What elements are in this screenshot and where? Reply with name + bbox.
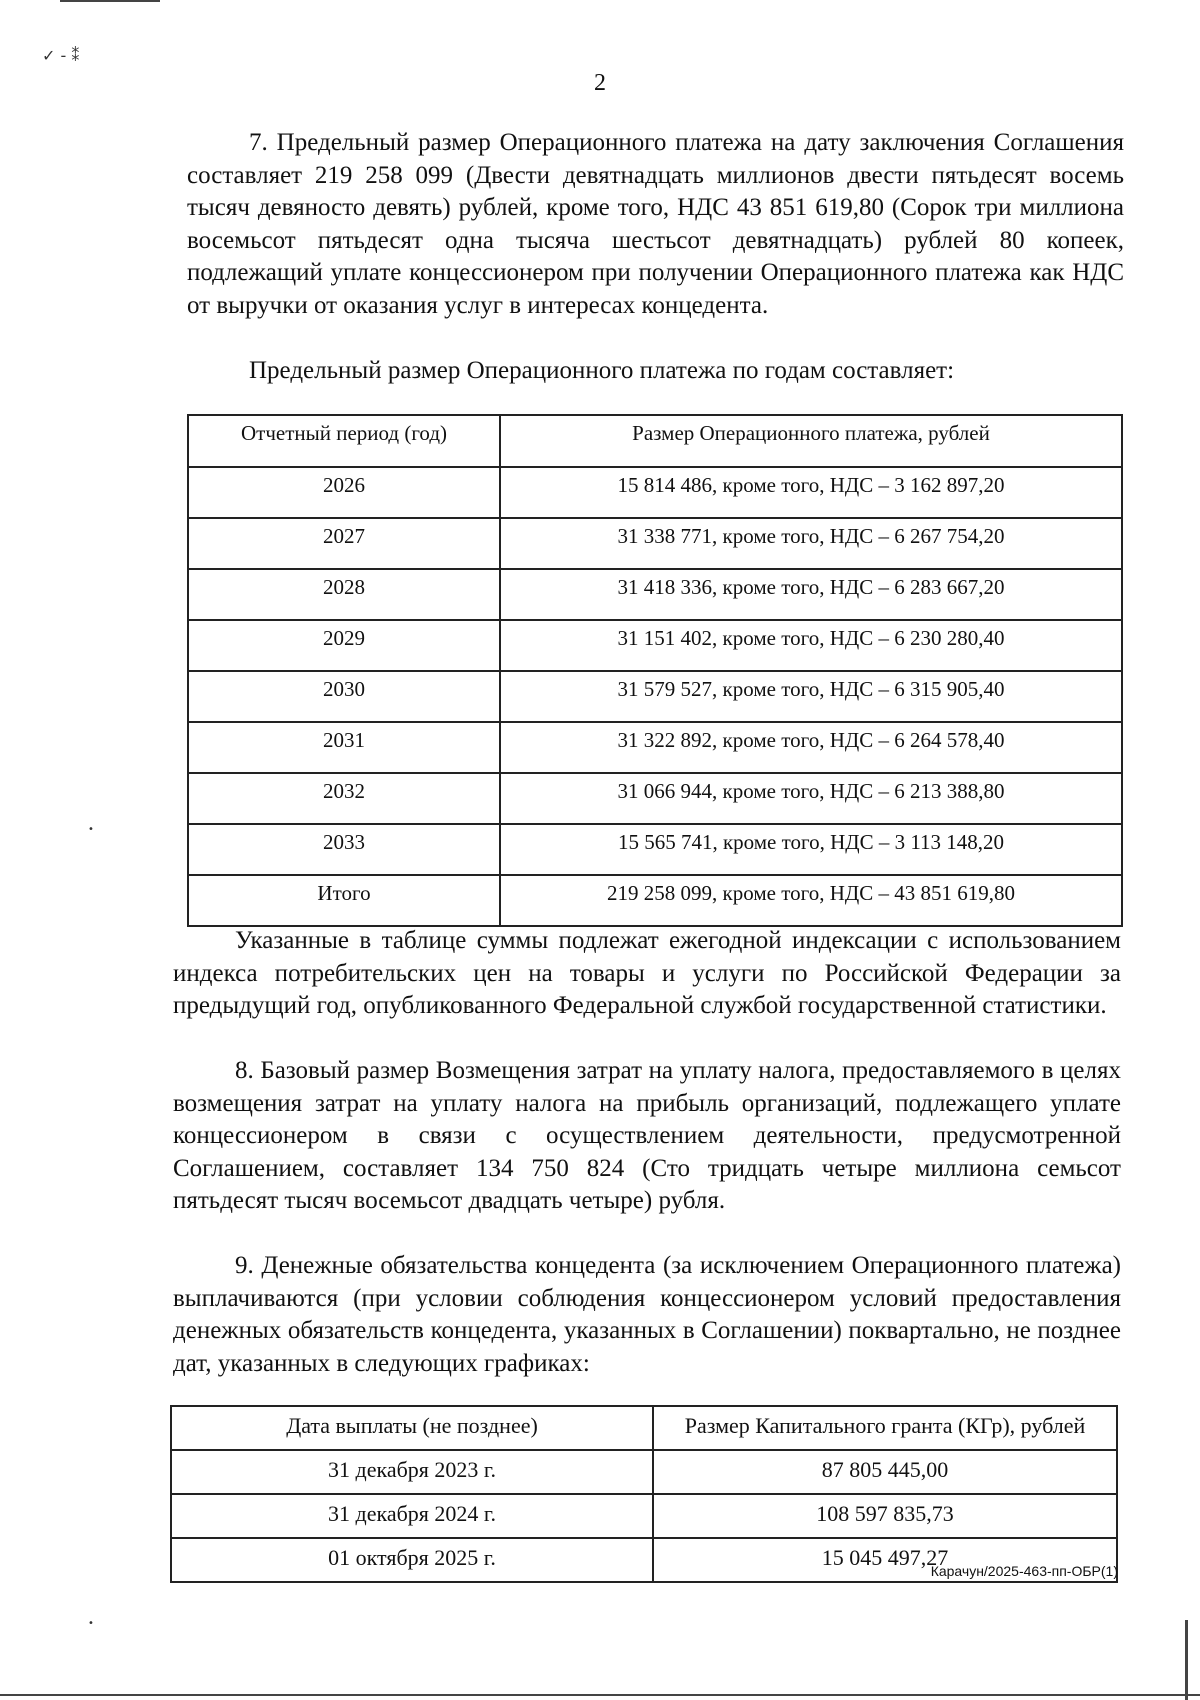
table-row	[171, 1494, 1117, 1538]
period-cell: 2028	[188, 569, 500, 620]
amount-cell: 31 322 892, кроме того, НДС – 6 264 578,40	[500, 722, 1122, 773]
page-number: 2	[594, 70, 606, 96]
amount-cell: 31 066 944, кроме того, НДС – 6 213 388,80	[500, 773, 1122, 824]
table-row	[188, 569, 1122, 620]
paragraph-indexation: Указанные в таблице суммы подлежат ежегодной индексации с использованием индекса потребительских цен на товары и услуги по Российской Федерации за предыдущий год, опубликованного Федеральной службой государственной статистики.	[173, 927, 1121, 1019]
table-row	[188, 824, 1122, 875]
table-total-row	[188, 875, 1122, 926]
table-row	[188, 671, 1122, 722]
column-header-date: Дата выплаты (не позднее)	[171, 1406, 653, 1450]
scan-dot: •	[88, 824, 94, 835]
scan-top-edge	[60, 0, 160, 2]
scan-bottom-edge	[0, 1694, 1200, 1696]
period-cell: 2030	[188, 671, 500, 722]
period-cell: 2032	[188, 773, 500, 824]
period-cell: Итого	[188, 875, 500, 926]
column-header-period: Отчетный период (год)	[188, 415, 500, 467]
paragraph-9: 9. Денежные обязательства концедента (за исключением Операционного платежа) выплачиваются (при условии соблюдения концессионером условий предоставления денежных обязательств концедента, указанных в Соглашении) поквартально, не позднее дат, указанных в следующих графиках:	[173, 1252, 1121, 1377]
amount-cell: 31 579 527, кроме того, НДС – 6 315 905,40	[500, 671, 1122, 722]
period-cell: 2029	[188, 620, 500, 671]
column-header-amount: Размер Операционного платежа, рублей	[500, 415, 1122, 467]
table-row	[188, 518, 1122, 569]
period-cell: 2026	[188, 467, 500, 518]
paragraph-7: 7. Предельный размер Операционного платежа на дату заключения Соглашения составляет 219 258 099 (Двести девятнадцать миллионов двести пятьдесят восемь тысяч девяносто девять) рублей, кроме того, НДС 43 851 619,80 (Сорок три миллиона восемьсот пятьдесят одна тысяча шестьсот девятнадцать) рублей 80 копеек, подлежащий уплате концессионером при получении Операционного платежа как НДС от выручки от оказания услуг в интересах концедента.	[187, 129, 1124, 319]
column-header-grant: Размер Капитального гранта (КГр), рублей	[653, 1406, 1117, 1450]
amount-cell: 31 418 336, кроме того, НДС – 6 283 667,20	[500, 569, 1122, 620]
grant-amount-cell: 87 805 445,00	[653, 1450, 1117, 1494]
table-row	[188, 467, 1122, 518]
amount-cell: 31 151 402, кроме того, НДС – 6 230 280,40	[500, 620, 1122, 671]
table-row	[171, 1450, 1117, 1494]
grant-amount-cell: 108 597 835,73	[653, 1494, 1117, 1538]
table-row	[188, 620, 1122, 671]
date-cell: 01 октября 2025 г.	[171, 1538, 653, 1582]
paragraph-7-table-intro: Предельный размер Операционного платежа по годам составляет:	[249, 357, 955, 384]
table-row	[188, 773, 1122, 824]
scan-dot: •	[88, 1618, 94, 1629]
paragraph-8: 8. Базовый размер Возмещения затрат на уплату налога, предоставляемого в целях возмещения затрат на уплату налога на прибыль организаций, подлежащего уплате концессионером в связи с осуществлением деятельности, предусмотренной Соглашением, составляет 134 750 824 (Сто тридцать четыре миллиона семьсот пятьдесят тысяч восемьсот двадцать четыре) рубля.	[173, 1057, 1121, 1214]
table-header-row	[171, 1406, 1117, 1450]
period-cell: 2033	[188, 824, 500, 875]
period-cell: 2027	[188, 518, 500, 569]
amount-cell: 31 338 771, кроме того, НДС – 6 267 754,20	[500, 518, 1122, 569]
table-header-row	[188, 415, 1122, 467]
date-cell: 31 декабря 2023 г.	[171, 1450, 653, 1494]
grant-amount-cell: 15 045 497,27	[653, 1538, 1117, 1582]
amount-cell: 15 814 486, кроме того, НДС – 3 162 897,20	[500, 467, 1122, 518]
amount-cell: 15 565 741, кроме того, НДС – 3 113 148,20	[500, 824, 1122, 875]
period-cell: 2031	[188, 722, 500, 773]
date-cell: 31 декабря 2024 г.	[171, 1494, 653, 1538]
amount-cell: 219 258 099, кроме того, НДС – 43 851 619,80	[500, 875, 1122, 926]
scan-right-edge	[1185, 1620, 1188, 1700]
document-code: Карачун/2025-463-пп-ОБР(1)	[930, 1563, 1118, 1579]
capital-grant-table	[170, 1405, 1118, 1583]
table-row	[188, 722, 1122, 773]
operational-payment-table	[187, 414, 1123, 927]
scan-speck: ✓ - ⁑	[42, 46, 80, 65]
